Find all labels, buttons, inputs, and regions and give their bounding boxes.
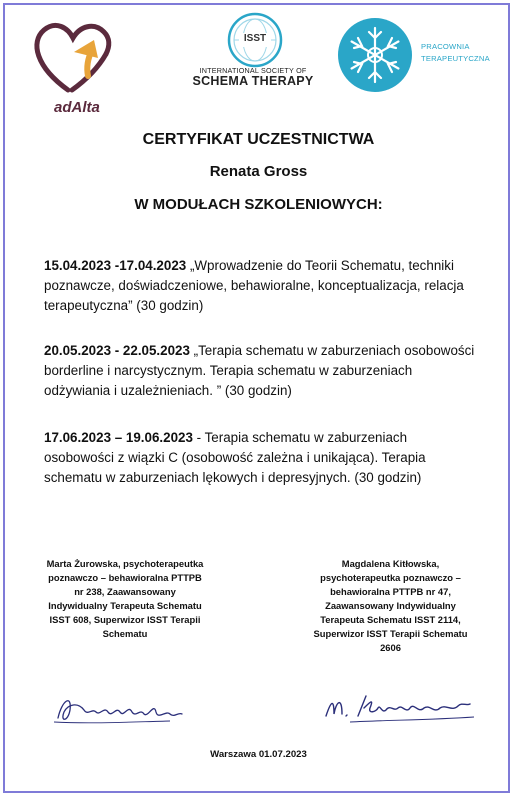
module-2-text: „Terapia schematu w zaburzeniach osobowości borderline i narcystycznym. Terapia schematu w zaburzeniach odżywiania i uzależnieniach. ” (30 godzin) bbox=[44, 343, 475, 398]
heart-arrow-icon bbox=[28, 12, 118, 112]
signatory-left-line: Marta Żurowska, psychoterapeutka bbox=[46, 558, 204, 569]
signatory-left-line: nr 238, Zaawansowany bbox=[74, 586, 176, 597]
participant-name: Renata Gross bbox=[209, 163, 308, 180]
signatory-left-line: Schematu bbox=[102, 628, 148, 639]
certificate-title: CERTYFIKAT UCZESTNICTWA bbox=[142, 131, 375, 148]
signatory-right-line: 2606 bbox=[380, 642, 401, 653]
signatory-right bbox=[288, 557, 493, 655]
signatory-right-line: behawioralna PTTPB nr 47, bbox=[330, 586, 451, 597]
isst-name-line2: SCHEMA THERAPY bbox=[192, 74, 314, 88]
snowflake-circle-icon bbox=[336, 16, 414, 94]
module-2-date: 20.05.2023 - 22.05.2023 bbox=[44, 343, 190, 358]
signatory-right-line: Zaawansowany Indywidualny bbox=[325, 600, 456, 611]
place-and-date: Warszawa 01.07.2023 bbox=[210, 749, 307, 760]
pracownia-line1: PRACOWNIA bbox=[421, 42, 470, 51]
signatory-right-line: Superwizor ISST Terapii Schematu bbox=[313, 628, 468, 639]
module-2 bbox=[44, 341, 476, 401]
module-1-date: 15.04.2023 -17.04.2023 bbox=[44, 258, 187, 273]
certificate-subtitle: W MODUŁACH SZKOLENIOWYCH: bbox=[134, 196, 383, 213]
signature-right bbox=[320, 686, 480, 726]
signatory-left-line: poznawczo – behawioralna PTTPB bbox=[48, 572, 202, 583]
pracownia-wordmark bbox=[421, 41, 490, 65]
module-1-text: „Wprowadzenie do Teorii Schematu, techniki poznawcze, doświadczeniowe, behawioralne, konceptualizacja, relacja terapeutyczna” (30 godzin) bbox=[44, 258, 464, 313]
isst-name-line1: INTERNATIONAL SOCIETY OF bbox=[199, 66, 307, 75]
module-3-date: 17.06.2023 – 19.06.2023 bbox=[44, 430, 193, 445]
adalta-wordmark: adAlta bbox=[54, 99, 100, 116]
signatory-right-line: Magdalena Kitłowska, bbox=[341, 558, 440, 569]
signatory-left bbox=[20, 557, 230, 641]
signatory-left-line: ISST 608, Superwizor ISST Terapii bbox=[49, 614, 201, 625]
module-3-text: - Terapia schematu w zaburzeniach osobowości z wiązki C (osobowość zależna i unikająca). Terapia schematu w zaburzeniach lękowych i depresyjnych. (30 godzin) bbox=[44, 430, 426, 485]
signatory-right-line: psychoterapeutka poznawczo – bbox=[320, 572, 461, 583]
module-1 bbox=[44, 256, 476, 316]
signatory-right-line: Terapeuta Schematu ISST 2114, bbox=[320, 614, 461, 625]
pracownia-line2: TERAPEUTYCZNA bbox=[421, 54, 490, 63]
isst-badge: ISST bbox=[243, 33, 267, 44]
signatory-left-line: Indywidualny Terapeuta Schematu bbox=[48, 600, 202, 611]
signature-left bbox=[50, 688, 190, 728]
module-3 bbox=[44, 428, 476, 488]
